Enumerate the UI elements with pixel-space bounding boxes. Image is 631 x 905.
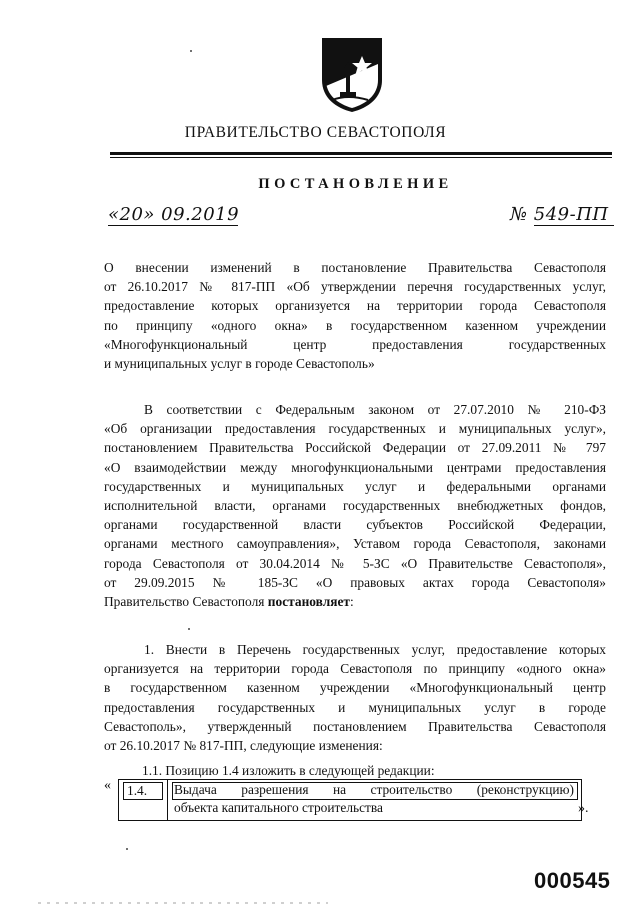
item-1-line: 1. Внести в Перечень государственных услуг, предоставление которых [144,642,606,657]
date-underline [108,225,238,226]
header-rule-thick [110,152,612,155]
scan-edge [38,902,328,904]
preamble-line: «Об организации предоставления государственных и муниципальных услуг», [104,421,606,437]
scan-speck [188,628,190,630]
position-text-cell [168,780,581,820]
position-code-cell [119,780,168,820]
preamble-line: государственных и муниципальных услуг и федеральными органами [104,478,606,494]
subject-line: О внесении изменений в постановление Правительства Севастополя [104,260,606,275]
scan-speck [190,50,192,52]
subject-line: «Многофункциональный центр предоставления государственных [104,336,606,352]
government-name: ПРАВИТЕЛЬСТВО СЕВАСТОПОЛЯ [184,124,447,141]
preamble-final-line [104,592,606,611]
document-subject [104,258,606,373]
preamble-line: В соответствии с Федеральным законом от 27.07.2010 № 210-ФЗ [144,402,606,417]
preamble-subject: Правительство Севастополя [104,593,268,609]
preamble-line: постановлением Правительства Российской Федерации от 27.09.2011 № 797 [104,440,606,456]
preamble [104,400,606,611]
preamble-line: органами местного самоуправления», Уставом города Севастополя, законами [104,536,606,552]
header-rule-thin [110,157,612,158]
document-type: ПОСТАНОВЛЕНИЕ [258,176,453,192]
subject-line: и муниципальных услуг в городе Севастополь» [104,355,375,371]
item-1-line: организуется на территории города Севастополя по принципу «одного окна» [104,661,606,677]
item-1-1: 1.1. Позицию 1.4 изложить в следующей редакции: [142,763,435,778]
number-underline [534,225,614,226]
item-1-line: предоставления государственных и муниципальных услуг в городе [104,699,606,715]
preamble-line: города Севастополя от 30.04.2014 № 5-ЗС «О Правительстве Севастополя», [104,555,606,571]
preamble-line: от 29.09.2015 № 185-ЗС «О правовых актах города Севастополя» [104,574,606,590]
document-number: № 549-ПП [510,204,609,225]
sevastopol-coat-of-arms [318,34,386,114]
preamble-line: органами государственной власти субъектов Российской Федерации, [104,517,606,533]
table-close-quote: ». [578,801,589,816]
table-open-quote: « [104,778,111,793]
position-text-line2: объекта капитального строительства [174,800,383,815]
item-1-line: в государственном казенном учреждении «Многофункциональный центр [104,680,606,696]
scan-speck [126,848,128,850]
position-code: 1.4. [123,782,163,800]
preamble-colon: : [349,593,354,609]
subject-line: от 26.10.2017 № 817-ПП «Об утверждении перечня государственных услуг, [104,279,606,295]
preamble-resolves: постановляет [267,593,350,609]
document-date: «20» 09.2019 [108,204,240,225]
item-1-line: от 26.10.2017 № 817-ПП, следующие изменения: [104,737,383,753]
preamble-line: «О взаимодействии между многофункциональными центрами предоставления [104,459,606,475]
item-1 [104,640,606,755]
preamble-line: исполнительной власти, органами государственных внебюджетных фондов, [104,497,606,513]
item-1-line: Севастополь», утвержденный постановлением Правительства Севастополя [104,718,606,734]
serial-number: 000545 [534,868,611,893]
subject-line: по принципу «одного окна» в государственном казенном учреждении [104,317,606,333]
position-table [118,779,582,821]
position-text-line1: Выдача разрешения на строительство (реконструкцию) [174,782,574,797]
subject-line: предоставление которых организуется на территории города Севастополя [104,298,606,314]
